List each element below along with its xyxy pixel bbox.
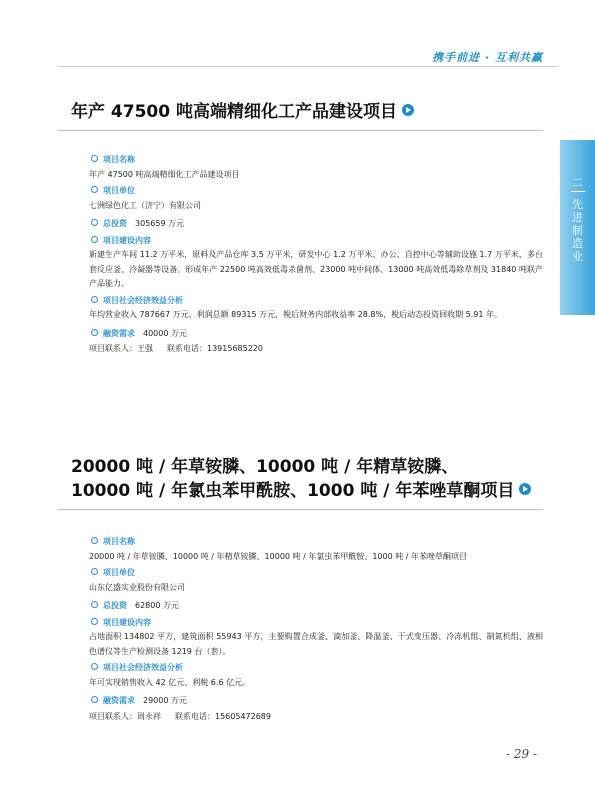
circle-bullet-icon <box>91 601 98 608</box>
page-number: - 29 - <box>505 747 537 761</box>
circle-bullet-icon <box>91 296 98 303</box>
field-label: 项目名称 <box>89 535 543 550</box>
field-label: 项目名称 <box>89 153 543 168</box>
project-title <box>71 100 543 124</box>
investment-row <box>89 215 543 232</box>
project-title-text: 年产 47500 吨高端精细化工产品建设项目 <box>71 102 397 122</box>
field-label: 总投资 <box>89 599 127 614</box>
financing-row <box>89 692 543 709</box>
play-arrow-icon <box>402 104 414 116</box>
circle-bullet-icon <box>91 618 98 625</box>
field-label: 项目单位 <box>89 566 543 581</box>
chapter-side-tab <box>560 140 595 315</box>
project-fields <box>73 535 543 724</box>
contact-phone: 联系电话：15605472689 <box>175 711 271 721</box>
circle-bullet-icon <box>91 155 98 162</box>
contact-person: 项目联系人：王强 <box>89 344 153 353</box>
chapter-char: 造 <box>572 237 583 250</box>
investment-value: 62800 万元 <box>135 601 179 610</box>
chapter-number: 二 <box>572 176 583 189</box>
field-label: 融资需求 <box>89 327 135 342</box>
project-content: 新建生产车间 11.2 万平米，原料及产品仓库 3.5 万平米，研发中心 1.2 万平米、办公、自控中心等辅助设施 1.7 万平米，多台套反应釜、冷凝器等设备。形成年产 22500 吨高效低毒杀菌剂、23000 吨中间体、13000 吨高效低毒除草剂及 31840 吨联产产品能力。 <box>89 250 543 288</box>
title-divider <box>58 509 543 510</box>
circle-bullet-icon <box>91 186 98 193</box>
project-section <box>73 455 543 724</box>
project-content: 占地面积 134802 平方，建筑面积 55943 平方，主要购置合成釜、滴加釜、降温釜、干式变压器、冷冻机组、制氮机组、液相色谱仪等生产检测设备 1219 台（套）。 <box>89 632 543 656</box>
contact-phone: 联系电话：13915685220 <box>167 344 263 353</box>
project-unit: 七洲绿色化工（济宁）有限公司 <box>89 200 201 210</box>
circle-bullet-icon <box>91 219 98 226</box>
investment-row <box>89 597 543 614</box>
contact-row <box>89 710 543 725</box>
play-arrow-icon <box>519 483 531 495</box>
circle-bullet-icon <box>91 329 98 336</box>
project-name: 20000 吨 / 年草铵膦、10000 吨 / 年精草铵膦、10000 吨 / 年氯虫苯甲酰胺、1000 吨 / 年苯唑草酮项目 <box>89 551 468 561</box>
field-label: 总投资 <box>89 217 127 232</box>
project-benefit: 年均营业收入 787667 万元、利润总额 89315 万元，税后财务内部收益率 28.8%，税后动态投资回收期 5.91 年。 <box>89 310 503 319</box>
circle-bullet-icon <box>91 663 98 670</box>
project-fields <box>73 153 543 357</box>
project-name: 年产 47500 吨高端精细化工产品建设项目 <box>89 169 240 179</box>
project-title <box>71 455 543 503</box>
project-section <box>73 100 543 357</box>
field-label: 项目单位 <box>89 184 543 199</box>
field-label: 项目社会经济效益分析 <box>89 294 543 309</box>
chapter-divider <box>571 191 585 192</box>
financing-value: 40000 万元 <box>143 328 187 338</box>
circle-bullet-icon <box>91 696 98 703</box>
chapter-char: 先 <box>572 198 583 211</box>
contact-person: 项目联系人：周永祥 <box>89 711 161 721</box>
contact-row <box>89 342 543 357</box>
chapter-char: 进 <box>572 211 583 224</box>
title-divider <box>58 130 543 131</box>
chapter-char: 制 <box>572 224 583 237</box>
field-label: 项目建设内容 <box>89 234 543 249</box>
project-title-line: 10000 吨 / 年氯虫苯甲酰胺、1000 吨 / 年苯唑草酮项目 <box>71 481 515 501</box>
project-benefit: 年可实现销售收入 42 亿元、利税 6.6 亿元。 <box>89 677 251 687</box>
circle-bullet-icon <box>91 537 98 544</box>
header-divider <box>58 66 558 67</box>
project-title-line: 20000 吨 / 年草铵膦、10000 吨 / 年精草铵膦、 <box>71 457 459 477</box>
field-label: 项目建设内容 <box>89 616 543 631</box>
field-label: 融资需求 <box>89 694 135 709</box>
circle-bullet-icon <box>91 568 98 575</box>
header-slogan: 携手前进 · 互利共赢 <box>432 51 543 64</box>
project-unit: 山东亿盛实业股份有限公司 <box>89 582 185 592</box>
circle-bullet-icon <box>91 236 98 243</box>
financing-value: 29000 万元 <box>143 696 187 705</box>
field-label: 项目社会经济效益分析 <box>89 661 543 676</box>
chapter-char: 业 <box>572 250 583 263</box>
financing-row <box>89 325 543 342</box>
investment-value: 305659 万元 <box>135 219 185 228</box>
